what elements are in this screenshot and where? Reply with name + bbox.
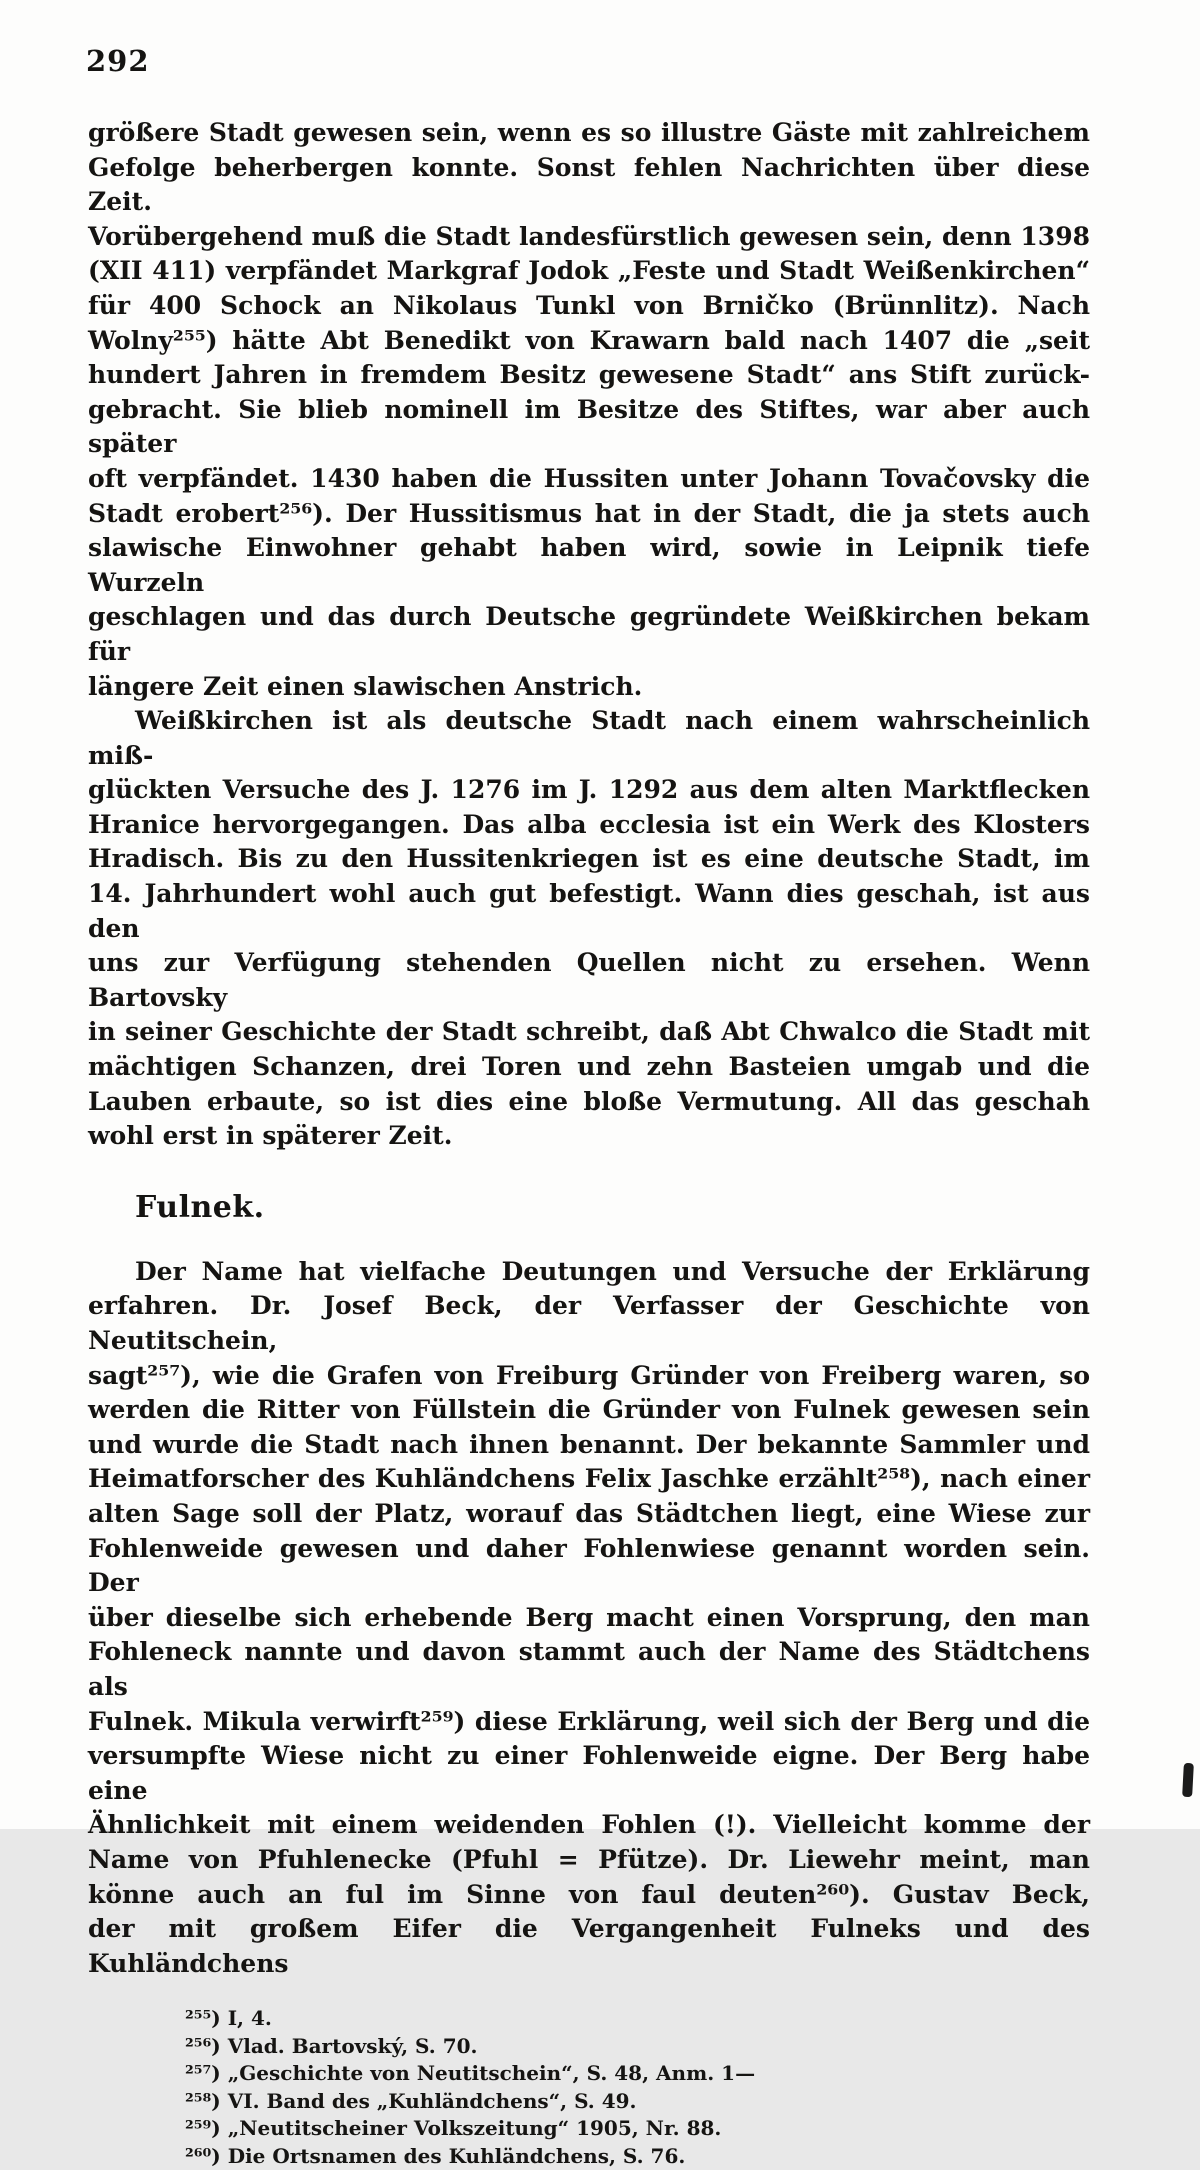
- text-line: Ähnlichkeit mit einem weidenden Fohlen (!). Vielleicht komme der: [88, 1810, 1090, 1840]
- text-line: (XII 411) verpfändet Markgraf Jodok „Feste und Stadt Weißenkirchen“: [88, 256, 1090, 286]
- text-line: ²⁵⁶) Vlad. Bartovský, S. 70.: [185, 2033, 478, 2058]
- text-line: Stadt erobert²⁵⁶). Der Hussitismus hat in der Stadt, die ja stets auch: [88, 498, 1090, 528]
- text-line: über dieselbe sich erhebende Berg macht einen Vorsprung, den man: [88, 1602, 1090, 1632]
- text-line: und wurde die Stadt nach ihnen benannt. Der bekannte Sammler und: [88, 1429, 1090, 1459]
- section-heading-fulnek: Fulnek.: [135, 1189, 265, 1225]
- scan-artifact: [1182, 1763, 1194, 1797]
- text-line: versumpfte Wiese nicht zu einer Fohlenweide eigne. Der Berg habe eine: [88, 1741, 1090, 1805]
- text-line: wohl erst in späterer Zeit.: [88, 1121, 453, 1151]
- text-line: Vorübergehend muß die Stadt landesfürstlich gewesen sein, denn 1398: [88, 221, 1090, 251]
- text-line: Fulnek. Mikula verwirft²⁵⁹) diese Erklärung, weil sich der Berg und die: [88, 1706, 1090, 1736]
- text-line: ²⁶⁰) Die Ortsnamen des Kuhländchens, S. 76.: [185, 2143, 686, 2168]
- text-line: Weißkirchen ist als deutsche Stadt nach einem wahrscheinlich miß-: [88, 706, 1090, 770]
- paragraph-fulnek-name: [88, 1255, 1090, 1981]
- text-line: Fohlenweide gewesen und daher Fohlenwiese genannt worden sein. Der: [88, 1533, 1090, 1598]
- text-line: gebracht. Sie blieb nominell im Besitze des Stiftes, war aber auch später: [88, 394, 1090, 459]
- text-line: Name von Pfuhlenecke (Pfuhl = Pfütze). Dr. Liewehr meint, man: [88, 1844, 1090, 1874]
- footnotes: [185, 2005, 1090, 2170]
- text-line: uns zur Verfügung stehenden Quellen nicht zu ersehen. Wenn Bartovsky: [88, 948, 1090, 1012]
- text-line: Fohleneck nannte und davon stammt auch der Name des Städtchens als: [88, 1637, 1090, 1701]
- text-line: mächtigen Schanzen, drei Toren und zehn Basteien umgab und die: [88, 1052, 1090, 1082]
- text-line: 14. Jahrhundert wohl auch gut befestigt. Wann dies geschah, ist aus den: [88, 879, 1090, 943]
- text-line: Lauben erbaute, so ist dies eine bloße Vermutung. All das geschah: [88, 1086, 1090, 1116]
- page-number: 292: [86, 44, 150, 78]
- text-line: ²⁵⁵) I, 4.: [185, 2006, 272, 2031]
- text-line: Hranice hervorgegangen. Das alba ecclesia ist ein Werk des Klosters: [88, 809, 1090, 839]
- text-line: könne auch an ful im Sinne von faul deuten²⁶⁰). Gustav Beck,: [88, 1879, 1090, 1909]
- text-line: Wolny²⁵⁵) hätte Abt Benedikt von Krawarn bald nach 1407 die „seit: [88, 325, 1090, 355]
- text-line: erfahren. Dr. Josef Beck, der Verfasser der Geschichte von Neutitschein,: [88, 1291, 1090, 1355]
- text-line: Hradisch. Bis zu den Hussitenkriegen ist es eine deutsche Stadt, im: [88, 844, 1090, 874]
- text-line: glückten Versuche des J. 1276 im J. 1292 aus dem alten Marktflecken: [88, 775, 1090, 805]
- text-line: oft verpfändet. 1430 haben die Hussiten unter Johann Tovačovsky die: [88, 463, 1090, 493]
- text-line: ²⁵⁸) VI. Band des „Kuhländchens“, S. 49.: [185, 2088, 637, 2113]
- text-line: slawische Einwohner gehabt haben wird, sowie in Leipnik tiefe Wurzeln: [88, 533, 1090, 597]
- text-line: Heimatforscher des Kuhländchens Felix Jaschke erzählt²⁵⁸), nach einer: [88, 1464, 1090, 1494]
- page-content: [88, 116, 1090, 2170]
- text-line: werden die Ritter von Füllstein die Gründer von Fulnek gewesen sein: [88, 1395, 1090, 1425]
- text-line: geschlagen und das durch Deutsche gegründete Weißkirchen bekam für: [88, 602, 1090, 666]
- text-line: in seiner Geschichte der Stadt schreibt, daß Abt Chwalco die Stadt mit: [88, 1017, 1090, 1047]
- text-line: hundert Jahren in fremdem Besitz gewesene Stadt“ ans Stift zurück-: [88, 360, 1090, 390]
- text-line: Gefolge beherbergen konnte. Sonst fehlen Nachrichten über diese Zeit.: [88, 152, 1090, 217]
- text-line: ²⁵⁷) „Geschichte von Neutitschein“, S. 48, Anm. 1—: [185, 2061, 756, 2086]
- text-line: der mit großem Eifer die Vergangenheit Fulneks und des Kuhländchens: [88, 1914, 1090, 1978]
- text-line: längere Zeit einen slawischen Anstrich.: [88, 671, 643, 701]
- text-line: alten Sage soll der Platz, worauf das Städtchen liegt, eine Wiese zur: [88, 1498, 1090, 1528]
- paragraph-weisskirchen-origin: [88, 704, 1090, 1154]
- text-line: Der Name hat vielfache Deutungen und Versuche der Erklärung: [135, 1256, 1090, 1286]
- text-line: größere Stadt gewesen sein, wenn es so illustre Gäste mit zahlreichem: [88, 118, 1090, 147]
- text-line: für 400 Schock an Nikolaus Tunkl von Brničko (Brünnlitz). Nach: [88, 290, 1090, 320]
- text-line: sagt²⁵⁷), wie die Grafen von Freiburg Gründer von Freiberg waren, so: [88, 1360, 1090, 1390]
- paragraph-weisskirchen-continuation: [88, 116, 1090, 704]
- text-line: ²⁵⁹) „Neutitscheiner Volkszeitung“ 1905, Nr. 88.: [185, 2116, 722, 2141]
